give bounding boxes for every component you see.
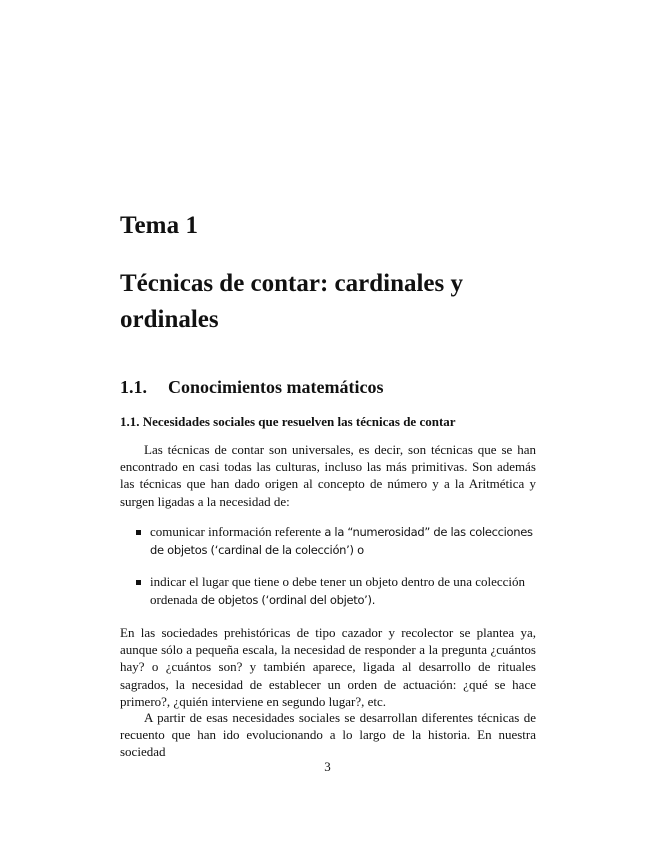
bullet-sans-text: a la “numerosidad” de las colecciones de objetos (‘cardinal de la colección’) o — [150, 525, 533, 557]
list-item — [136, 573, 536, 609]
section-number: 1.1. — [120, 377, 147, 397]
bullet-lead-text: indicar el lugar que tiene o debe tener un objeto dentro de una colección ordenada — [150, 574, 526, 607]
list-item — [136, 523, 536, 559]
section-heading — [120, 376, 383, 398]
bullet-list — [136, 523, 536, 609]
square-bullet-icon — [136, 530, 141, 535]
prehistoric-paragraph: En las sociedades prehistóricas de tipo cazador y recolector se plantea ya, aunque sólo a pequeña escala, la necesidad de responder a la pregunta ¿cuántos hay? o ¿cuántos son? y también aparece, ligada al desarrollo de rituales sagrados, la necesidad de establecer un orden de actuación: ¿qué se hace primero?, ¿quién interviene en segundo lugar?, etc. — [120, 625, 536, 709]
page-number: 3 — [324, 759, 331, 774]
intro-paragraph: Las técnicas de contar son universales, es decir, son técnicas que se han encontrado en casi todas las culturas, incluso las más primitivas. Son además las técnicas que han dado origen al concepto de número y a la Aritmética y surgen ligadas a la necesidad de: — [120, 442, 536, 509]
bullet-lead-text: comunicar información referente — [150, 524, 325, 539]
section-title: Conocimientos matemáticos — [168, 377, 384, 397]
bullet-sans-text: de objetos (‘ordinal del objeto’). — [200, 593, 376, 607]
chapter-label: Tema 1 — [120, 212, 199, 239]
subsection-heading: 1.1. Necesidades sociales que resuelven las técnicas de contar — [120, 414, 456, 429]
chapter-title: Técnicas de contar: cardinales y ordinales — [120, 270, 464, 333]
development-paragraph: A partir de esas necesidades sociales se desarrollan diferentes técnicas de recuento que han ido evolucionando a lo largo de la historia. En nuestra sociedad — [120, 710, 536, 760]
square-bullet-icon — [136, 580, 141, 585]
